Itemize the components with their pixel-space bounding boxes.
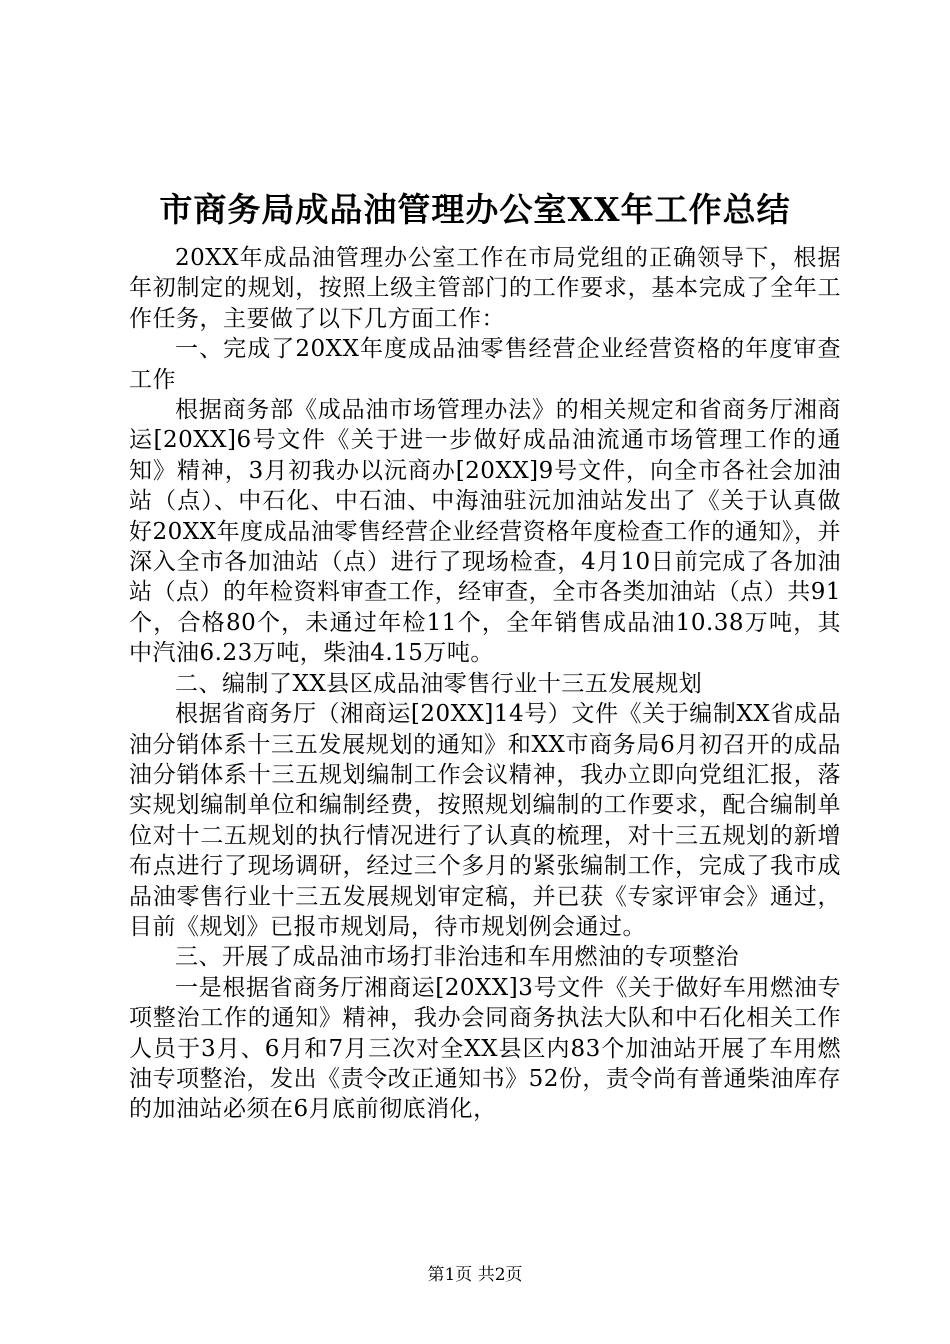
paragraph-section-2: 根据省商务厅（湘商运[20XX]14号）文件《关于编制XX省成品油分销体系十三五发展规划的通知》和XX市商务局6月初召开的成品油分销体系十三五规划编制工作会议精神，我办立即向党组汇报，落实规划编制单位和编制经费，按照规划编制的工作要求，配合编制单位对十二五规划的执行情况进行了认真的梳理，对十三五规划的新增布点进行了现场调研，经过三个多月的紧张编制工作，完成了我市成品油零售行业十三五发展规划审定稿，并已获《专家评审会》通过，目前《规划》已报市规划局，待市规划例会通过。 (129, 701, 841, 940)
section-heading-2: 二、编制了XX县区成品油零售行业十三五发展规划 (175, 670, 703, 697)
document-body (129, 243, 841, 1125)
paragraph-intro: 20XX年成品油管理办公室工作在市局党组的正确领导下，根据年初制定的规划，按照上级主管部门的工作要求，基本完成了全年工作任务，主要做了以下几方面工作： (129, 245, 841, 332)
paragraph-section-3: 一是根据省商务厅湘商运[20XX]3号文件《关于做好车用燃油专项整治工作的通知》精神，我办会同商务执法大队和中石化相关工作人员于3月、6月和7月三次对全XX县区内83个加油站开展了车用燃油专项整治，发出《责令改正通知书》52份，责令尚有普通柴油库存的加油站必须在6月底前彻底消化， (129, 974, 841, 1123)
section-heading-1: 一、完成了20XX年度成品油零售经营企业经营资格的年度审查工作 (129, 336, 841, 393)
paragraph-section-1: 根据商务部《成品油市场管理办法》的相关规定和省商务厅湘商运[20XX]6号文件《关于进一步做好成品油流通市场管理工作的通知》精神，3月初我办以沅商办[20XX]9号文件，向全市各社会加油站（点）、中石化、中石油、中海油驻沅加油站发出了《关于认真做好20XX年度成品油零售经营企业经营资格年度检查工作的通知》，并深入全市各加油站（点）进行了现场检查，4月10日前完成了各加油站（点）的年检资料审查工作，经审查，全市各类加油站（点）共91个，合格80个，未通过年检11个，全年销售成品油10.38万吨，其中汽油6.23万吨，柴油4.15万吨。 (129, 397, 841, 667)
page-number-footer: 第1页 共2页 (427, 1265, 523, 1285)
section-heading-3: 三、开展了成品油市场打非治违和车用燃油的专项整治 (175, 944, 739, 971)
document-title: 市商务局成品油管理办公室XX年工作总结 (159, 190, 791, 229)
